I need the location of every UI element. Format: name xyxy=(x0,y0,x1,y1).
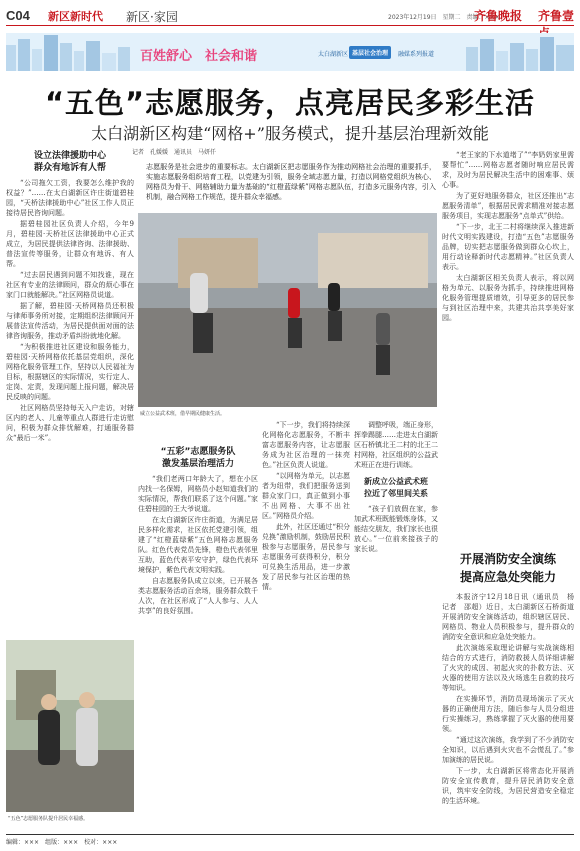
paper-logo-2: 齐鲁壹 xyxy=(538,9,575,23)
article2-title: 开展消防安全演练 提高应急处突能力 xyxy=(459,552,556,584)
right-paragraph: “下一步，北王二村将继续深入推进新时代文明实践建设，打造“五色”志愿服务品牌，切实把志愿服务做到群众心坎上，用行动诠释新时代志愿精神。”社区负责人表示。 xyxy=(442,223,574,271)
right-paragraph: 为了更好地服务群众，社区还推出“志愿服务清单”，根据居民需求精准对接志愿服务项目，实现志愿服务“点单式”供给。 xyxy=(442,192,574,220)
issue-date: 2023年12月19日 星期二 责编：××× xyxy=(388,14,500,21)
paper-logo: 齐鲁晚报 xyxy=(474,9,523,23)
middle-paragraph: 自志愿服务队成立以来，已开展各类志愿服务活动百余场，服务群众数千人次，在社区形成了“人人参与、人人共享”的良好氛围。 xyxy=(138,577,258,615)
headline: “五色”志愿服务，点亮居民多彩生活 xyxy=(44,86,536,120)
banner-text-left: 太白湖新区 xyxy=(318,51,349,58)
article2-paragraph: “通过这次演练，我学到了不少消防安全知识，以后遇到火灾也不会慌乱了。”参加演练的居民说。 xyxy=(442,736,574,764)
middle-paragraph: “以网格为单元，以志愿者为纽带，我们把服务送到群众家门口，真正做到小事不出网格、大事不出社区。”网格员介绍。 xyxy=(262,472,350,520)
byline: 记者 孔媛媛 通讯员 马妍仟 xyxy=(132,149,217,156)
series-banner xyxy=(6,33,574,71)
skyline-illustration xyxy=(6,33,574,71)
middle-paragraph: “下一步，我们将持续深化网格化志愿服务，不断丰富志愿服务内容，让志愿服务成为社区治理的一抹亮色。”社区负责人说道。 xyxy=(262,421,350,469)
middle-paragraph: 调整呼吸，端正身形，挥拳踢腿……走进太白湖新区石桥镇北王二村的北王二村网格，社区组织的公益武术班正在进行训练。 xyxy=(354,421,438,469)
left-paragraph: “公司拖欠工资，我要怎么维护我的权益？”……在太白湖新区许庄街道碧桂园，“天桥法律援助中心”社区工作人员正接待居民咨询问题。 xyxy=(6,179,134,217)
photo-caption: 威立公益武术班，借早期民健康生活。 xyxy=(140,411,226,417)
page-footer: 编辑：××× 组版：××× 校对：××× xyxy=(6,834,574,846)
subheadline: 太白湖新区构建“网格+”服务模式，提升基层治理新效能 xyxy=(91,124,489,143)
middle-paragraph: “孩子们放假在家，参加武术班既能锻炼身体，又能结交朋友，我们家长也很放心。”一位前来接孩子的家长说。 xyxy=(354,505,438,553)
banner-slogan: 百姓舒心 社会和谐 xyxy=(140,49,258,64)
left-column xyxy=(6,150,134,640)
middle-paragraph: “我们老两口年龄大了，想在小区内找一名保姆，网格员小赵知道我们的实际情况，帮我们联系了这个问题。”家住碧桂园的王大爷说道。 xyxy=(138,475,258,513)
volunteer-image xyxy=(6,640,134,812)
left-paragraph: 据了解，碧桂园·天桥网格员还积极与律师事务所对接，定期组织法律顾问开展普法宣传活动，为居民提供面对面的法律咨询服务，推动矛盾纠纷就地化解。 xyxy=(6,302,134,340)
article2-paragraph: 本报济宁12月18日讯（通讯员 杨 记者 邵超）近日，太白湖新区石桥街道开展消防安全演练活动，组织辖区居民、网格员、物业人员积极参与，提升群众的消防安全意识和应急处突能力。 xyxy=(442,593,574,641)
article2-body xyxy=(442,592,574,830)
left-section-heading: 设立法律援助中心 群众有地诉有人帮 xyxy=(33,151,106,173)
martial-arts-photo xyxy=(138,213,437,407)
side-photo-caption: “五色”志愿服务队提升居民幸福感。 xyxy=(8,816,89,822)
middle-section-heading: “五彩”志愿服务队 激发基层治理活力 xyxy=(160,447,236,469)
left-paragraph: 据碧桂园社区负责人介绍，今年9月，碧桂园·天桥社区法律援助中心正式成立，为居民提供法律咨询、法律援助、普法宣传等服务，让群众有地诉、有人帮。 xyxy=(6,220,134,268)
article2-paragraph: 此次演练采取理论讲解与实战演练相结合的方式进行，消防救援人员详细讲解了火灾的成因、初起火灾的扑救方法、灭火器的使用方法以及火场逃生自救的技巧等知识。 xyxy=(442,644,574,692)
middle-column-3 xyxy=(354,420,438,825)
left-paragraph: “为积极推进社区建设和服务能力，碧桂园·天桥网格依托基层党组织，深化网格化服务管理工作，坚持以人民福祉为目标，根据辖区的实际情况，实行定人、定岗、定责，发现问题上报问题，解决居民反映的问题。 xyxy=(6,343,134,401)
section-name: 新区·家园 xyxy=(126,10,178,24)
middle-column-1 xyxy=(138,420,258,825)
page-number: C04 xyxy=(6,8,30,23)
article2-paragraph: 下一步，太白湖新区将常态化开展消防安全宣传教育，提升居民消防安全意识，筑牢安全防线，为居民营造安全稳定的生活环境。 xyxy=(442,767,574,805)
banner-tag: 基层社会治理 xyxy=(349,46,391,59)
page-header xyxy=(6,4,574,26)
right-column xyxy=(442,150,574,540)
article2-paragraph: 在实操环节，消防员现场演示了灭火器的正确使用方法，随后参与人员分组进行实操练习，熟练掌握了灭火器的使用要领。 xyxy=(442,695,574,733)
volunteer-photo xyxy=(6,640,134,812)
middle-column-2 xyxy=(262,420,350,825)
middle-paragraph: 此外，社区还通过“积分兑换”激励机制，鼓励居民积极参与志愿服务，居民参与志愿服务可获得积分，积分可兑换生活用品，进一步激发了居民参与社区治理的热情。 xyxy=(262,523,350,591)
banner-text-right: 融媒系列报道 xyxy=(398,51,435,58)
right-paragraph: “老王家的下水道堵了”“李奶奶家里需要帮忙”……网格志愿者随时响应居民需求，及时为居民解决生活中的困难事、烦心事。 xyxy=(442,151,574,189)
martial-arts-image xyxy=(138,213,437,407)
lead-paragraph: 志愿服务是社会进步的重要标志。太白湖新区把志愿服务作为推动网格社会治理的重要抓手，实施志愿服务组织培育工程，以党建为引领，服务全域志愿力量，打造以网格党组织为核心、网格员为骨干、网格辅助力量为基础的“红橙蓝绿紫”网格志愿队伍，打造多元服务内容，引入机制，融合网格工作规范，提升群众幸福感。 xyxy=(146,163,436,201)
right-paragraph: 太白湖新区相关负责人表示，将以网格为单元、以服务为抓手，持续推进网格化服务管理提质增效，引导更多的居民参与到社区治理中来，共建共治共享美好家园。 xyxy=(442,274,574,322)
left-paragraph: 社区网格员坚持每天入户走访，对辖区内的老人、儿童等重点人群进行走访慰问，积极为群众排忧解难，打通服务群众“最后一米”。 xyxy=(6,404,134,442)
brand-name: 新区新时代 xyxy=(48,10,103,23)
small-section-heading: 新成立公益武术班 拉近了邻里间关系 xyxy=(364,477,428,498)
middle-paragraph: 在太白湖新区许庄街道，为满足居民多样化需求，社区依托党建引领，组建了“红橙蓝绿紫”五色网格志愿服务队。红色代表党员先锋，橙色代表邻里互助，蓝色代表平安守护，绿色代表环境保护，紫色代表文明实践。 xyxy=(138,516,258,574)
left-paragraph: “过去居民遇到问题不知找谁，现在社区有专业的法律顾问，群众的烦心事在家门口就能解决。”社区网格员说道。 xyxy=(6,271,134,299)
